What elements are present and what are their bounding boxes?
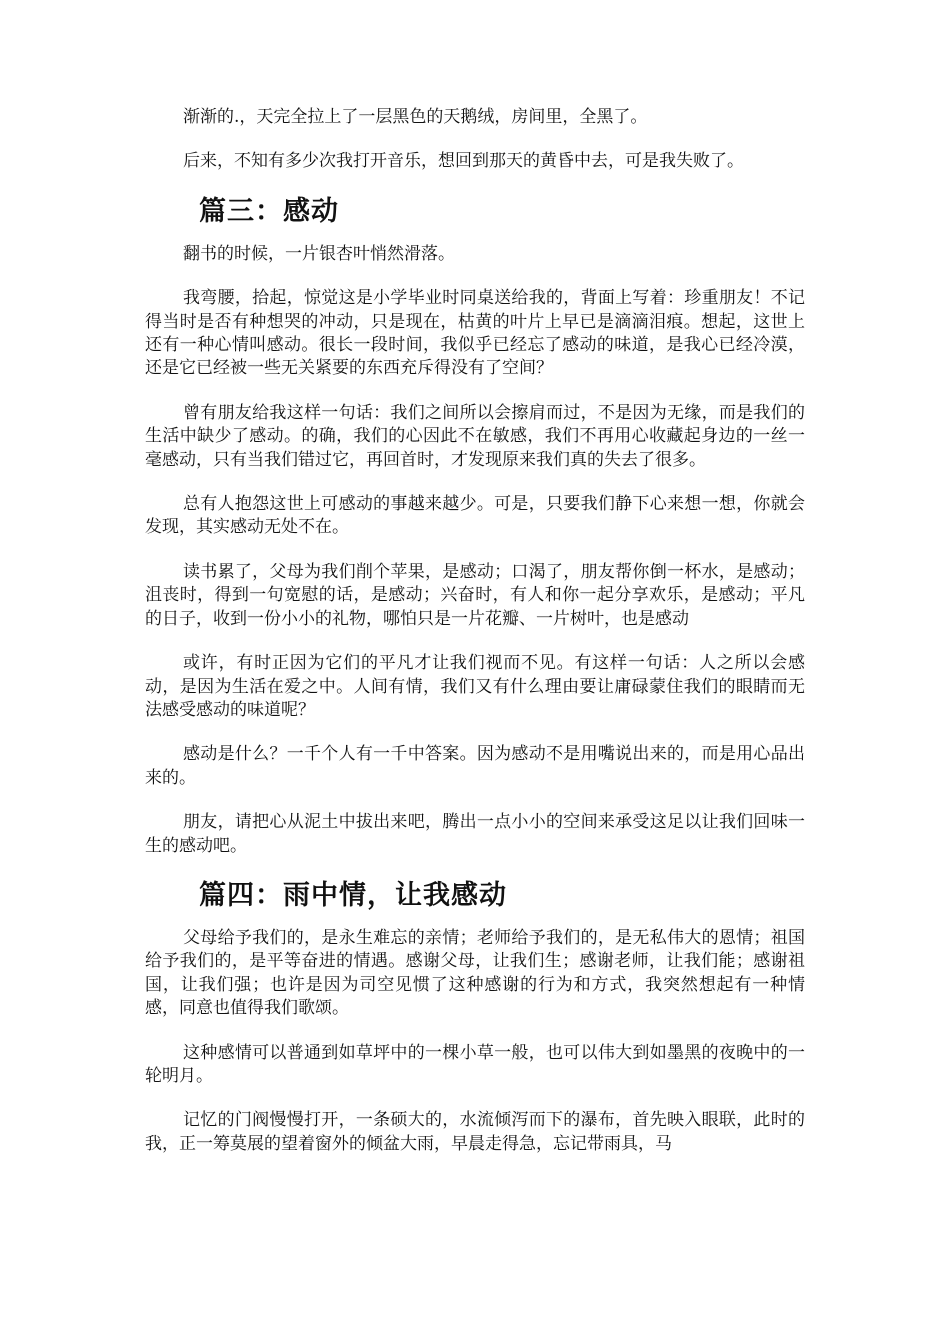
section-4-paragraph-3: 记忆的门阀慢慢打开，一条硕大的，水流倾泻而下的瀑布，首先映入眼联，此时的我，正一筹莫展的望着窗外的倾盆大雨，早晨走得急，忘记带雨具，马 [145, 1110, 805, 1154]
section-3-paragraph-8: 朋友，请把心从泥土中拔出来吧，腾出一点小小的空间来承受这足以让我们回味一生的感动吧。 [145, 812, 805, 856]
section-4-paragraph-2: 这种感情可以普通到如草坪中的一棵小草一般，也可以伟大到如墨黑的夜晚中的一轮明月。 [145, 1042, 805, 1086]
section-3-paragraph-7: 感动是什么？一千个人有一千中答案。因为感动不是用嘴说出来的，而是用心品出来的。 [145, 744, 805, 788]
section-3-paragraph-3: 曾有朋友给我这样一句话：我们之间所以会擦肩而过，不是因为无缘，而是我们的生活中缺少了感动。的确，我们的心因此不在敏感，我们不再用心收藏起身边的一丝一毫感动，只有当我们错过它，再回首时，才发现原来我们真的失去了很多。 [145, 402, 805, 470]
section-3-paragraph-5: 读书累了，父母为我们削个苹果，是感动；口渴了，朋友帮你倒一杯水，是感动；沮丧时，得到一句宽慰的话，是感动；兴奋时，有人和你一起分享欢乐，是感动；平凡的日子，收到一份小小的礼物，哪怕只是一片花瓣、一片树叶，也是感动 [145, 561, 805, 629]
intro-paragraph-2: 后来，不知有多少次我打开音乐，想回到那天的黄昏中去，可是我失败了。 [183, 151, 744, 172]
intro-paragraph-1: 渐渐的.，天完全拉上了一层黑色的天鹅绒，房间里，全黑了。 [183, 107, 648, 127]
section-3-paragraph-2: 我弯腰，拾起，惊觉这是小学毕业时同桌送给我的，背面上写着：珍重朋友！不记得当时是否有种想哭的冲动，只是现在，枯黄的叶片上早已是滴滴泪痕。想起，这世上还有一种心情叫感动。很长一段时间，我似乎已经忘了感动的味道，是我心已经冷漠，还是它已经被一些无关紧要的东西充斥得没有了空间？ [145, 288, 805, 379]
section-4-paragraph-1: 父母给予我们的，是永生难忘的亲情；老师给予我们的，是无私伟大的恩情；祖国给予我们的，是平等奋进的情遇。感谢父母，让我们生；感谢老师，让我们能；感谢祖国，让我们强；也许是因为司空见惯了这种感谢的行为和方式，我突然想起有一种情感，同意也值得我们歌颂。 [145, 927, 805, 1019]
section-3 [145, 195, 805, 858]
section-3-title: 篇三：感动 [199, 195, 339, 227]
document-page [145, 106, 805, 1177]
section-4 [145, 879, 805, 1156]
section-3-paragraph-6: 或许，有时正因为它们的平凡才让我们视而不见。有这样一句话：人之所以会感动，是因为生活在爱之中。人间有情，我们又有什么理由要让庸碌蒙住我们的眼睛而无法感受感动的味道呢？ [145, 653, 805, 720]
section-4-title: 篇四：雨中情，让我感动 [199, 879, 507, 911]
section-3-paragraph-4: 总有人抱怨这世上可感动的事越来越少。可是，只要我们静下心来想一想，你就会发现，其实感动无处不在。 [145, 494, 805, 538]
section-3-paragraph-1: 翻书的时候，一片银杏叶悄然滑落。 [183, 243, 455, 264]
